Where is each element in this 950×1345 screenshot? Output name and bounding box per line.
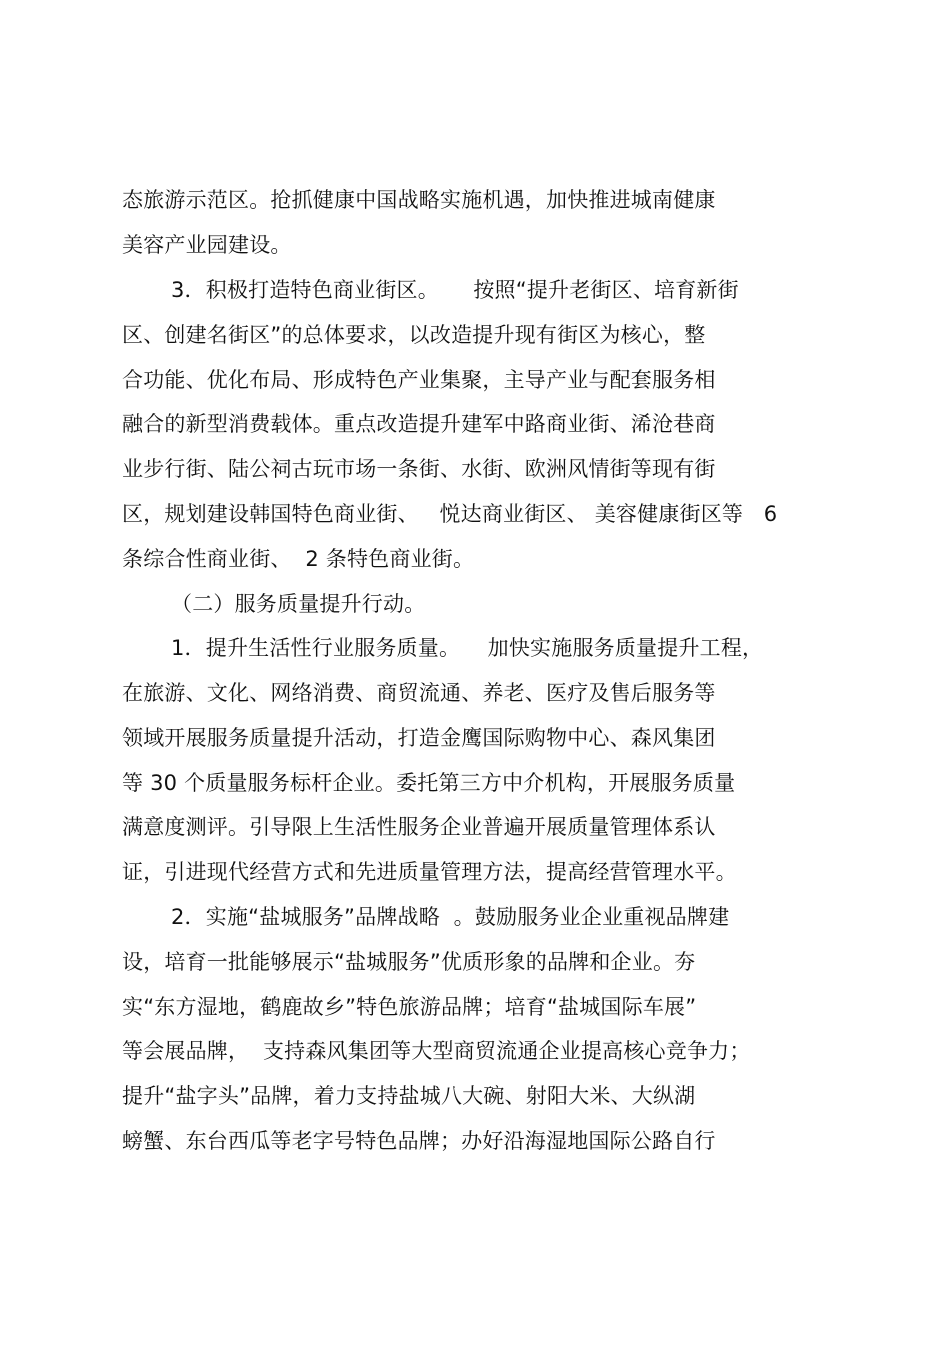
- text-line: 区，规划建设韩国特色商业街、 悦达商业街区、 美容健康街区等 6: [122, 502, 778, 526]
- text-line: 业步行街、陆公祠古玩市场一条街、水街、欧洲风情街等现有街: [122, 457, 716, 481]
- text-line: 满意度测评。引导限上生活性服务企业普遍开展质量管理体系认: [122, 815, 716, 839]
- text-line: 等会展品牌， 支持森风集团等大型商贸流通企业提高核心竞争力；: [122, 1039, 751, 1063]
- text-line: 3．积极打造特色商业街区。 按照“提升老街区、培育新街: [171, 278, 739, 302]
- section-heading: （二）服务质量提升行动。: [171, 592, 426, 616]
- text-line: 螃蟹、东台西瓜等老字号特色品牌；办好沿海湿地国际公路自行: [122, 1129, 716, 1153]
- text-line: 在旅游、文化、网络消费、商贸流通、养老、医疗及售后服务等: [122, 681, 716, 705]
- text-line: 态旅游示范区。抢抓健康中国战略实施机遇，加快推进城南健康: [122, 188, 716, 212]
- text-line: 1．提升生活性行业服务质量。 加快实施服务质量提升工程，: [171, 636, 764, 660]
- text-line: 实“东方湿地，鹤鹿故乡”特色旅游品牌；培育“盐城国际车展”: [122, 995, 697, 1019]
- text-line: 等 30 个质量服务标杆企业。委托第三方中介机构，开展服务质量: [122, 771, 736, 795]
- text-line: 融合的新型消费载体。重点改造提升建军中路商业街、浠沧巷商: [122, 412, 716, 436]
- text-line: 区、创建名街区”的总体要求，以改造提升现有街区为核心，整: [122, 323, 706, 347]
- text-line: 证，引进现代经营方式和先进质量管理方法，提高经营管理水平。: [122, 860, 737, 884]
- text-line: 提升“盐字头”品牌，着力支持盐城八大碗、射阳大米、大纵湖: [122, 1084, 696, 1108]
- text-line: 领域开展服务质量提升活动，打造金鹰国际购物中心、森风集团: [122, 726, 716, 750]
- text-line: 设，培育一批能够展示“盐城服务”优质形象的品牌和企业。夯: [122, 950, 696, 974]
- text-line: 条综合性商业街、 2 条特色商业街。: [122, 547, 475, 571]
- text-line: 美容产业园建设。: [122, 233, 292, 257]
- text-line: 合功能、优化布局、形成特色产业集聚，主导产业与配套服务相: [122, 368, 716, 392]
- text-line: 2．实施“盐城服务”品牌战略 。鼓励服务业企业重视品牌建: [171, 905, 730, 929]
